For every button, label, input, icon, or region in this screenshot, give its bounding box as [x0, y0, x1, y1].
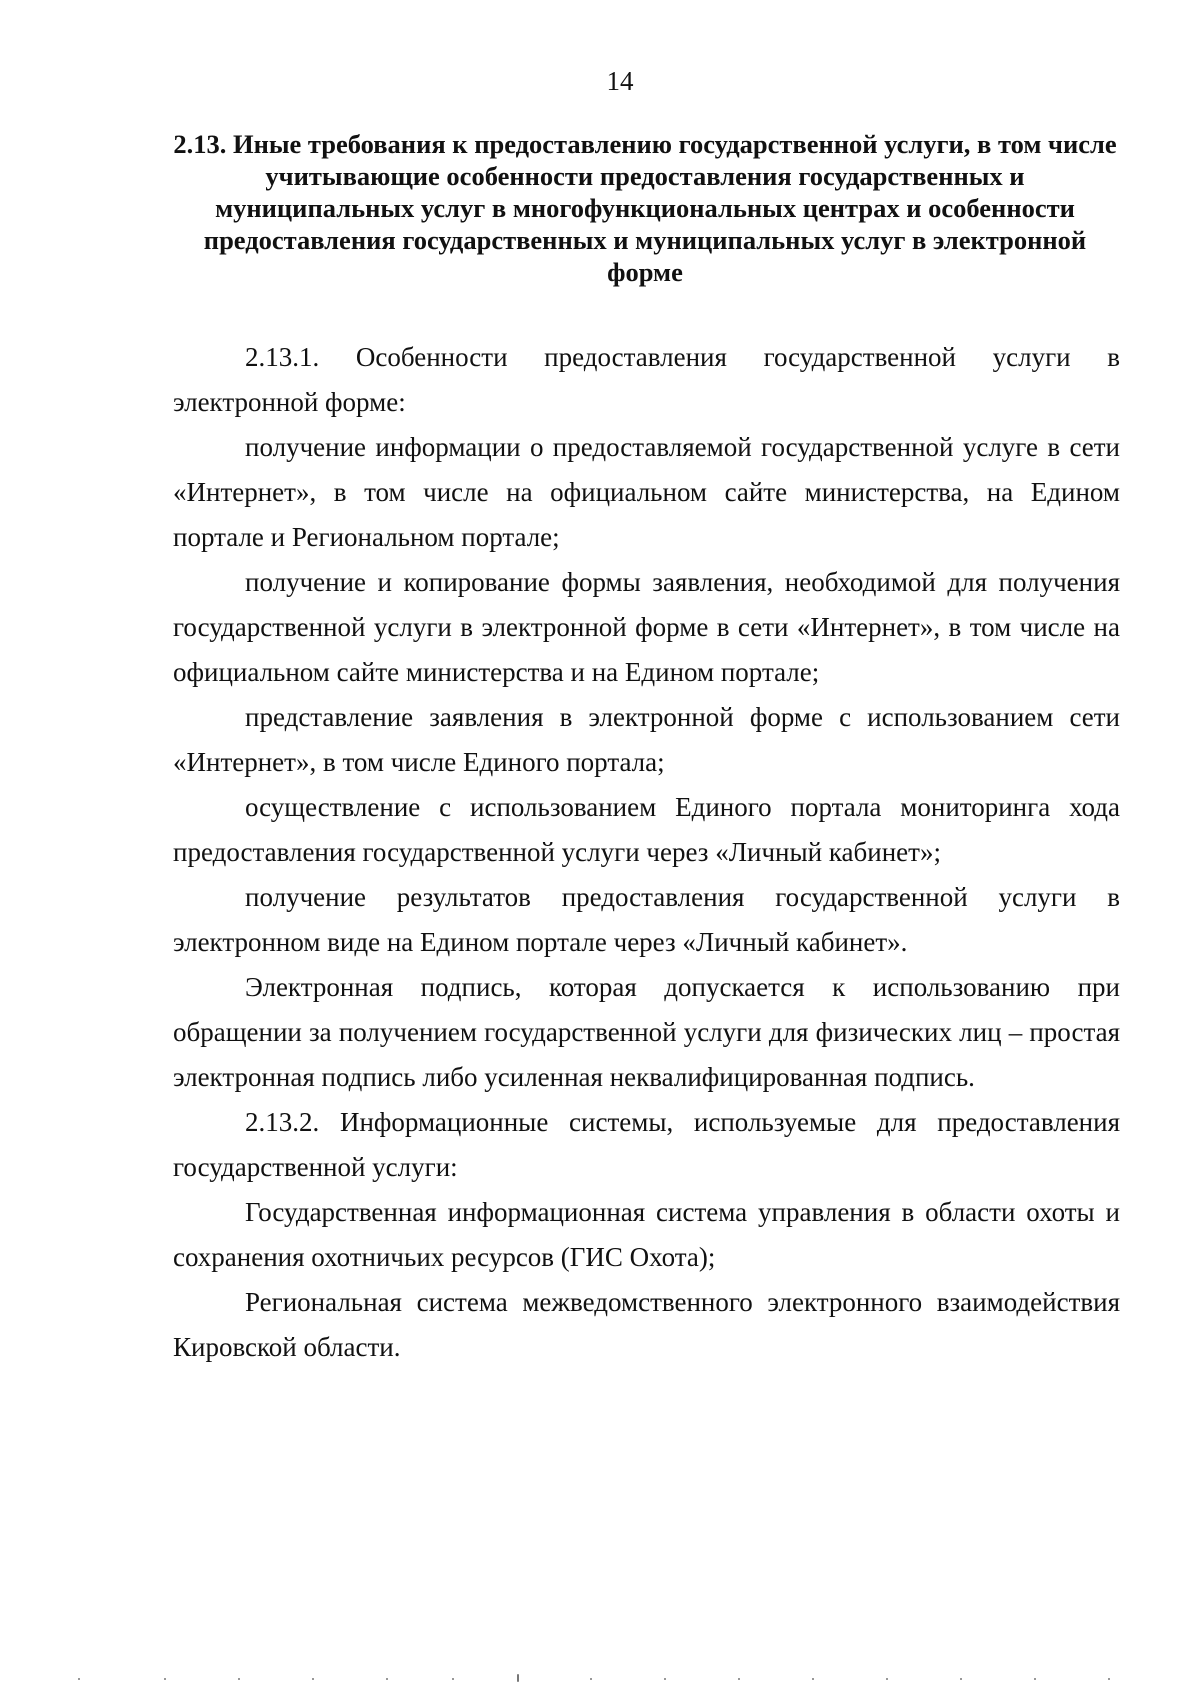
page-number: 14 [606, 66, 634, 96]
paragraph-form-copy: получение и копирование формы заявления, необходимой для получения государственной услуги в электронной форме в сети «Интернет», в том числе на официальном сайте министерства и на Едином портале; [173, 567, 1120, 687]
paragraph-info-internet: получение информации о предоставляемой государственной услуге в сети «Интернет», в том числе на официальном сайте министерства, на Едином портале и Региональном портале; [173, 432, 1120, 552]
scan-noise [0, 1678, 1200, 1688]
paragraph-monitoring: осуществление с использованием Единого портала мониторинга хода предоставления государственной услуги через «Личный кабинет»; [173, 792, 1120, 867]
paragraph-regional-system: Региональная система межведомственного электронного взаимодействия Кировской области. [173, 1287, 1120, 1362]
paragraph-2-13-1: 2.13.1. Особенности предоставления государственной услуги в электронной форме: [173, 342, 1120, 417]
document-body [173, 335, 1120, 1370]
paragraph-results: получение результатов предоставления государственной услуги в электронном виде на Едином портале через «Личный кабинет». [173, 882, 1120, 957]
paragraph-gis-ohota: Государственная информационная система управления в области охоты и сохранения охотничьих ресурсов (ГИС Охота); [173, 1197, 1120, 1272]
paragraph-electronic-signature: Электронная подпись, которая допускается к использованию при обращении за получением государственной услуги для физических лиц – простая электронная подпись либо усиленная неквалифицированная подпись. [173, 972, 1120, 1092]
section-heading: 2.13. Иные требования к предоставлению государственной услуги, в том числе учитывающие особенности предоставления государственных и муниципальных услуг в многофункциональных центрах и особенности предоставления государственных и муниципальных услуг в электронной форме [173, 129, 1117, 287]
paragraph-submission: представление заявления в электронной форме с использованием сети «Интернет», в том числе Единого портала; [173, 702, 1120, 777]
paragraph-2-13-2: 2.13.2. Информационные системы, используемые для предоставления государственной услуги: [173, 1107, 1120, 1182]
